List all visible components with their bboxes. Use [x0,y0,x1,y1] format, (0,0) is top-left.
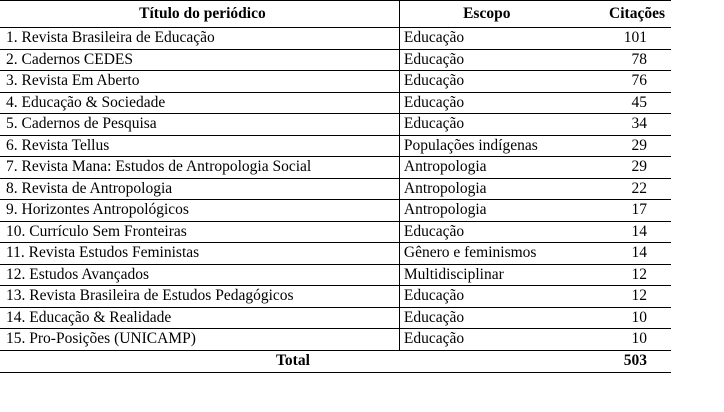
journal-title-cell: 5. Cadernos de Pesquisa [6,115,157,132]
scope-cell: Antropologia [399,157,569,179]
table-row [0,264,671,286]
journal-title-cell: 12. Estudos Avançados [6,265,150,283]
total-value: 503 [623,351,647,369]
citations-cell: 17 [631,201,647,218]
citations-cell: 101 [623,29,647,46]
journal-title-cell: 8. Revista de Antropologia [6,179,173,197]
journal-title-cell: 11. Revista Estudos Feministas [6,244,200,261]
scope-cell: Multidisciplinar [399,264,569,286]
table-row [0,243,671,265]
table-row [0,286,671,308]
citations-cell: 12 [631,265,647,283]
table-row [0,114,671,136]
citations-cell: 29 [631,136,647,154]
journal-title-cell: 15. Pro-Posições (UNICAMP) [6,330,196,347]
journal-title-cell: 10. Currículo Sem Fronteiras [6,222,187,240]
table-row [0,49,671,71]
total-label: Total [276,351,310,369]
journal-title-cell: 1. Revista Brasileira de Educação [6,29,215,46]
citations-cell: 10 [631,330,647,347]
citations-cell: 78 [631,50,647,68]
scope-cell: Educação [399,92,569,114]
table-row [0,28,671,50]
journal-title-cell: 2. Cadernos CEDES [6,50,134,68]
citations-cell: 34 [631,115,647,132]
total-row [0,350,671,372]
citations-cell: 76 [631,72,647,89]
header-title: Título do periódico [139,4,266,22]
header-row [0,1,671,28]
journal-title-cell: 6. Revista Tellus [6,136,110,154]
table-row [0,71,671,93]
scope-cell: Educação [399,71,569,93]
table-row [0,200,671,222]
journal-title-cell: 14. Educação & Realidade [6,308,172,326]
citations-cell: 14 [631,244,647,261]
scope-cell: Educação [399,28,569,50]
journal-title-cell: 3. Revista Em Aberto [6,72,140,89]
table-row [0,329,671,351]
header-scope: Escopo [399,1,569,28]
scope-cell: Educação [399,221,569,243]
citations-cell: 12 [631,287,647,304]
table-row [0,157,671,179]
scope-cell: Antropologia [399,178,569,200]
table-row [0,135,671,157]
table-row [0,221,671,243]
citations-cell: 10 [631,308,647,326]
table-row [0,307,671,329]
scope-cell: Populações indígenas [399,135,569,157]
citations-cell: 22 [631,179,647,197]
scope-cell: Educação [399,329,569,351]
journal-title-cell: 9. Horizontes Antropológicos [6,201,189,218]
journal-title-cell: 4. Educação & Sociedade [6,93,166,111]
table-row [0,92,671,114]
citations-cell: 45 [631,93,647,111]
citations-cell: 14 [631,222,647,240]
journal-title-cell: 13. Revista Brasileira de Estudos Pedagógicos [6,287,294,304]
scope-cell: Educação [399,307,569,329]
citations-cell: 29 [631,158,647,175]
journal-title-cell: 7. Revista Mana: Estudos de Antropologia Social [6,158,312,175]
table-body [0,28,671,351]
scope-cell: Educação [399,49,569,71]
table-row [0,178,671,200]
header-citations: Citações [609,4,665,22]
scope-cell: Antropologia [399,200,569,222]
scope-cell: Educação [399,286,569,308]
scope-cell: Educação [399,114,569,136]
scope-cell: Gênero e feminismos [399,243,569,265]
